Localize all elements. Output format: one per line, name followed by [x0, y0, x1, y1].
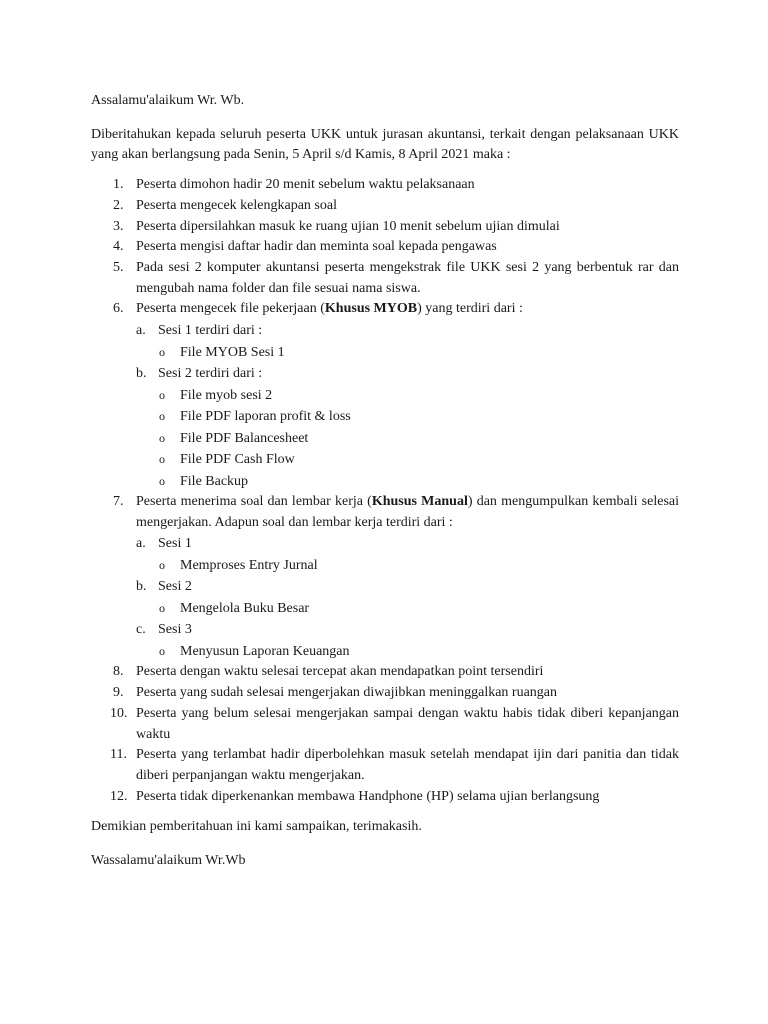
- list-item-9: [91, 683, 679, 704]
- bullet-text: File PDF Cash Flow: [180, 452, 295, 468]
- bullet-item: [158, 555, 679, 577]
- item-number: 7.: [113, 494, 124, 510]
- list-item-5: [91, 258, 679, 299]
- sub-letter: b.: [136, 579, 147, 595]
- list-item-6: [91, 299, 679, 492]
- sub-letter: c.: [136, 622, 146, 638]
- item-text: Peserta dimohon hadir 20 menit sebelum waktu pelaksanaan: [136, 177, 475, 193]
- item-text: Peserta yang terlambat hadir diperbolehkan masuk setelah mendapat ijin dari panitia dan tidak diberi perpanjangan waktu mengerjakan.: [136, 747, 679, 783]
- item-number: 9.: [113, 685, 124, 701]
- sub-letter: b.: [136, 366, 147, 382]
- bullet-marker: o: [159, 430, 165, 445]
- bullet-item: [158, 598, 679, 620]
- sublist-item-b: [136, 363, 679, 492]
- item-text-pre: Peserta mengecek file pekerjaan (: [136, 301, 325, 317]
- item-text: Peserta mengisi daftar hadir dan meminta soal kepada pengawas: [136, 239, 497, 255]
- item-text-bold: Khusus Manual: [371, 494, 468, 510]
- item-text: [136, 494, 679, 530]
- bullet-item: [158, 641, 679, 663]
- item-text-bold: Khusus MYOB: [324, 301, 418, 317]
- bullet-item: [158, 342, 679, 364]
- bullet-text: File Backup: [180, 473, 249, 489]
- closing-paragraph: Demikian pemberitahuan ini kami sampaikan, terimakasih.: [91, 819, 422, 835]
- intro-paragraph: Diberitahukan kepada seluruh peserta UKK untuk jurasan akuntansi, terkait dengan pelaksanaan UKK yang akan berlangsung pada Senin, 5 April s/d Kamis, 8 April 2021 maka :: [91, 126, 679, 163]
- item-number: 8.: [113, 664, 124, 680]
- item-number: 10.: [110, 705, 128, 721]
- item-text: Peserta yang belum selesai mengerjakan sampai dengan waktu habis tidak diberi kepanjangan waktu: [136, 705, 679, 742]
- item-text: [136, 301, 523, 316]
- sublist-item-b: [136, 576, 679, 619]
- item-number: 4.: [113, 239, 124, 255]
- bullet-marker: o: [159, 473, 165, 488]
- item-number: 11.: [110, 747, 127, 763]
- sub-letter: a.: [136, 536, 146, 552]
- bullet-text: Memproses Entry Jurnal: [180, 557, 318, 573]
- bullet-text: File myob sesi 2: [180, 387, 273, 403]
- bullet-marker: o: [159, 600, 165, 615]
- bullet-marker: o: [159, 409, 165, 424]
- list-item-7: [91, 492, 679, 662]
- item-number: 1.: [113, 177, 124, 193]
- list-item-10: [91, 704, 679, 745]
- sub-letter: a.: [136, 323, 146, 339]
- sublist-item-a: [136, 320, 679, 363]
- sublist-item-a: [136, 533, 679, 576]
- greeting-line: Assalamu'alaikum Wr. Wb.: [91, 93, 245, 108]
- bullet-item: [158, 471, 679, 493]
- item-text: Peserta tidak diperkenankan membawa Handphone (HP) selama ujian berlangsung: [136, 788, 600, 804]
- item-text: Peserta dengan waktu selesai tercepat akan mendapatkan point tersendiri: [136, 664, 544, 680]
- item-text: Pada sesi 2 komputer akuntansi peserta mengekstrak file UKK sesi 2 yang berbentuk rar dan mengubah nama folder dan file sesuai nama siswa.: [136, 259, 679, 296]
- item-text-post: ) yang terdiri dari :: [417, 301, 523, 317]
- document-page: [91, 91, 679, 872]
- sub-text: Sesi 3: [158, 622, 192, 638]
- bullet-list: [158, 342, 679, 364]
- list-item-8: [91, 662, 679, 683]
- bullet-list: [158, 641, 679, 663]
- bullet-text: Mengelola Buku Besar: [180, 600, 310, 616]
- list-item-1: [91, 175, 679, 196]
- sub-text: Sesi 1: [158, 536, 192, 552]
- sub-text: Sesi 2: [158, 579, 192, 595]
- bullet-text: Menyusun Laporan Keuangan: [180, 643, 350, 659]
- item-text-post: ) dan mengumpulkan kembali selesai mengerjakan. Adapun soal dan lembar kerja terdiri dari :: [136, 494, 679, 530]
- item-text-pre: Peserta menerima soal dan lembar kerja (: [136, 494, 372, 510]
- bullet-text: File MYOB Sesi 1: [180, 344, 285, 360]
- list-item-11: [91, 745, 679, 786]
- bullet-marker: o: [159, 557, 165, 572]
- bullet-item: [158, 406, 679, 428]
- bullet-item: [158, 449, 679, 471]
- bullet-list: [158, 598, 679, 620]
- bullet-item: [158, 428, 679, 450]
- item-number: 5.: [113, 259, 124, 275]
- bullet-marker: o: [159, 452, 165, 467]
- item-number: 3.: [113, 218, 124, 234]
- rules-list: [91, 175, 679, 807]
- bullet-text: File PDF Balancesheet: [180, 430, 309, 446]
- signoff-line: Wassalamu'alaikum Wr.Wb: [91, 853, 246, 869]
- bullet-marker: o: [159, 344, 165, 359]
- bullet-marker: o: [159, 643, 165, 658]
- sub-text: Sesi 2 terdiri dari :: [158, 366, 263, 382]
- sublist-manual: [136, 533, 679, 662]
- list-item-3: [91, 217, 679, 238]
- sub-text: Sesi 1 terdiri dari :: [158, 323, 263, 339]
- item-text: Peserta dipersilahkan masuk ke ruang ujian 10 menit sebelum ujian dimulai: [136, 218, 560, 234]
- sublist-myob: [136, 320, 679, 492]
- bullet-list: [158, 555, 679, 577]
- list-item-4: [91, 237, 679, 258]
- list-item-12: [91, 787, 679, 808]
- item-number: 2.: [113, 197, 124, 213]
- bullet-text: File PDF laporan profit & loss: [180, 409, 351, 425]
- bullet-item: [158, 385, 679, 407]
- list-item-2: [91, 196, 679, 217]
- item-number: 12.: [110, 788, 128, 804]
- item-text: Peserta yang sudah selesai mengerjakan diwajibkan meninggalkan ruangan: [136, 685, 558, 701]
- item-number: 6.: [113, 301, 124, 317]
- bullet-list: [158, 385, 679, 493]
- item-text: Peserta mengecek kelengkapan soal: [136, 197, 337, 213]
- sublist-item-c: [136, 619, 679, 662]
- bullet-marker: o: [159, 387, 165, 402]
